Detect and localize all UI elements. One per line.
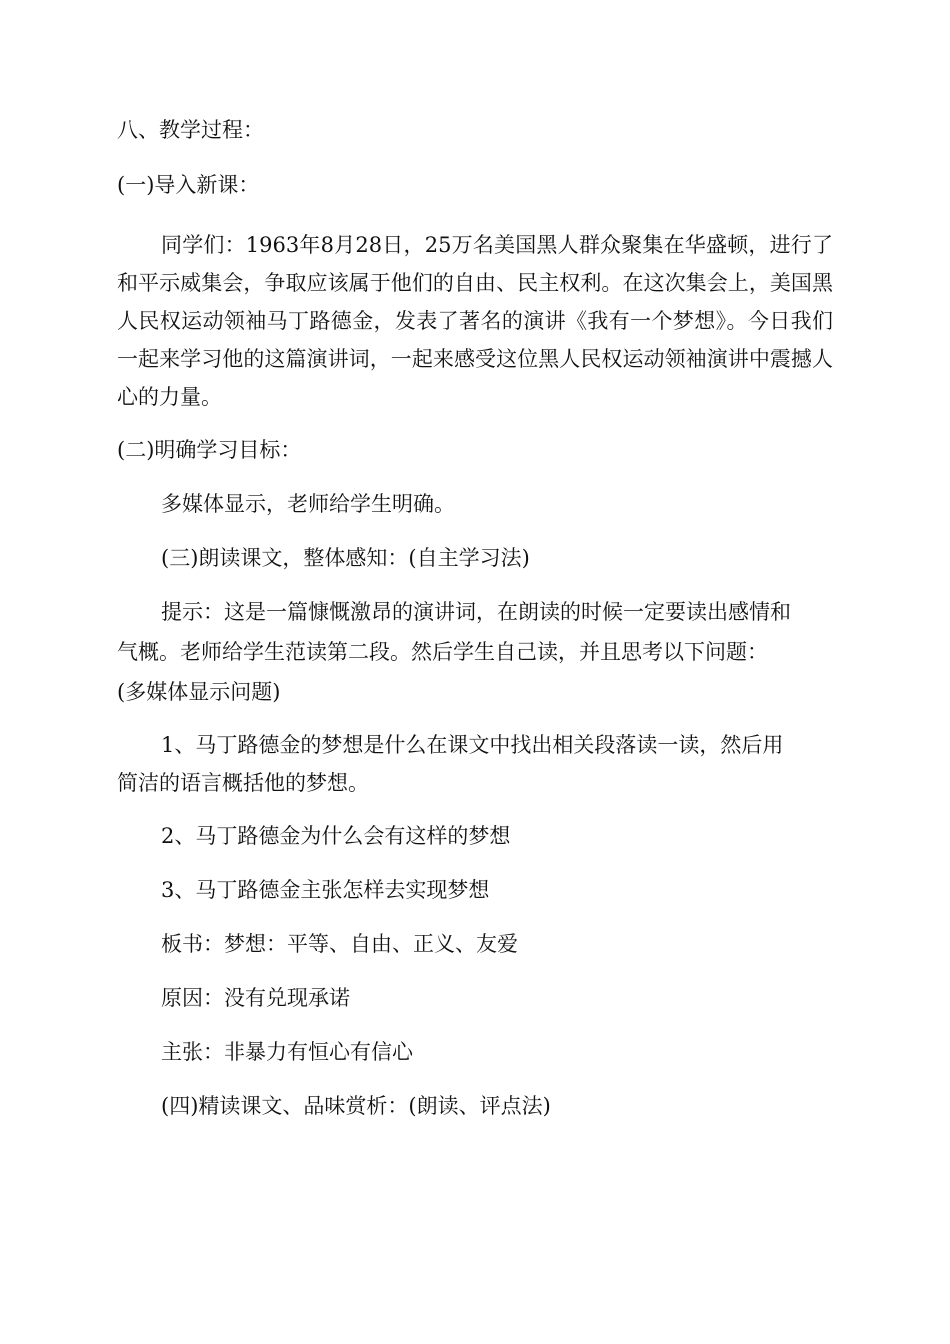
subheading-close-reading: (四)精读课文、品味赏析：(朗读、评点法): [161, 1094, 551, 1118]
question-1-line-1: 1、马丁路德金的梦想是什么在课文中找出相关段落读一读，然后用: [161, 733, 784, 757]
tip-line-2: 气概。老师给学生范读第二段。然后学生自己读，并且思考以下问题：: [117, 640, 768, 664]
tip-line-1: 提示：这是一篇慷慨激昂的演讲词，在朗读的时候一定要读出感情和: [161, 600, 791, 624]
question-1-line-2: 简洁的语言概括他的梦想。: [117, 771, 369, 795]
multimedia-line: 多媒体显示，老师给学生明确。: [161, 492, 455, 516]
subheading-goals: (二)明确学习目标：: [117, 438, 302, 462]
tip-line-3: (多媒体显示问题): [117, 680, 281, 704]
intro-paragraph: 同学们：1963年8月28日，25万名美国黑人群众聚集在华盛顿，进行了和平示威集会，争取应该属于他们的自由、民主权利。在这次集会上，美国黑人民权运动领袖马丁路德金，发表了著名的演讲《我有一个梦想》。今日我们一起来学习他的这篇演讲词，一起来感受这位黑人民权运动领袖演讲中震撼人心的力量。: [117, 233, 833, 409]
board-reason: 原因：没有兑现承诺: [161, 986, 350, 1010]
question-3: 3、马丁路德金主张怎样去实现梦想: [161, 878, 490, 902]
section-heading: 八、教学过程：: [117, 118, 264, 142]
subheading-reading: (三)朗读课文，整体感知：(自主学习法): [161, 546, 530, 570]
board-claim: 主张：非暴力有恒心有信心: [161, 1040, 413, 1064]
board-dream: 板书：梦想：平等、自由、正义、友爱: [161, 932, 518, 956]
subheading-intro: (一)导入新课：: [117, 173, 260, 197]
question-2: 2、马丁路德金为什么会有这样的梦想: [161, 824, 511, 848]
